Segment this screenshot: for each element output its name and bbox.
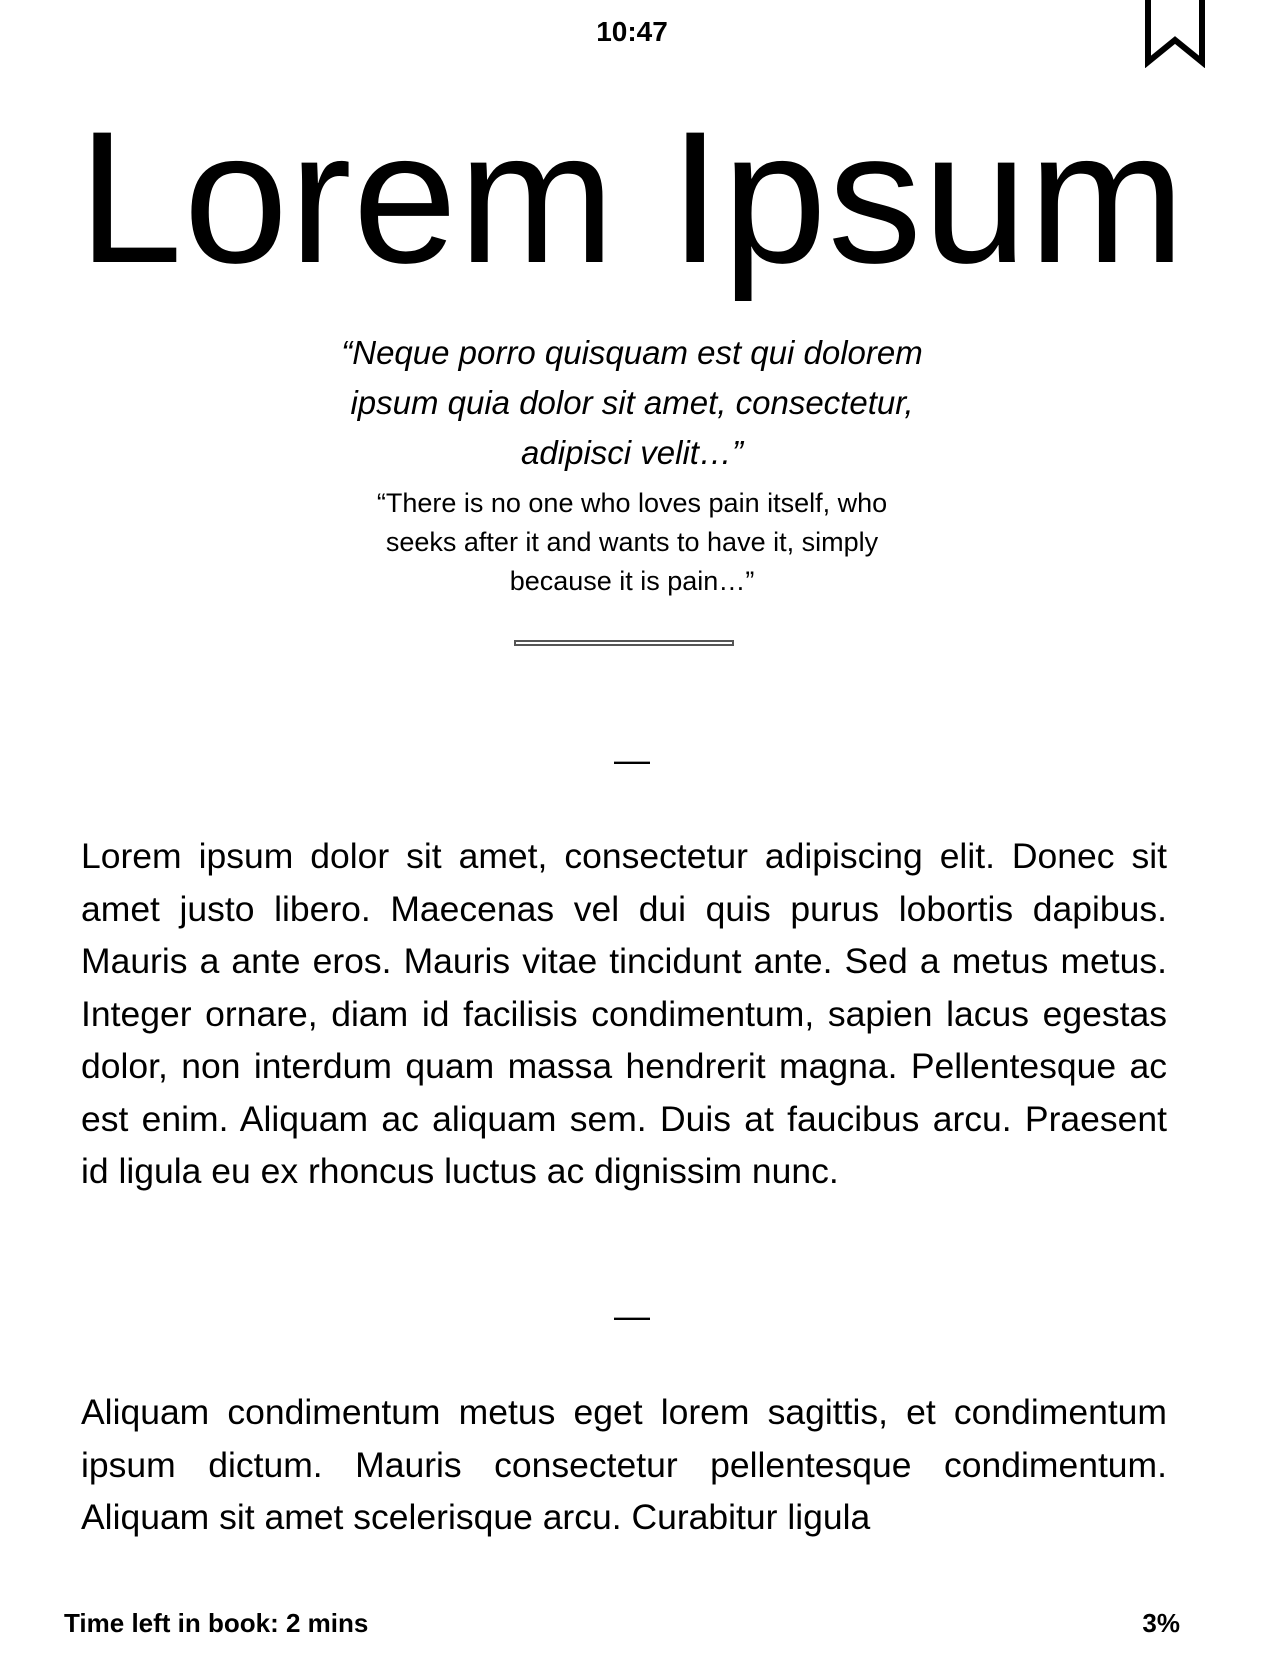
ornament-divider xyxy=(514,640,734,646)
epigraph xyxy=(0,328,1264,601)
clock: 10:47 xyxy=(596,16,668,47)
chapter-title: Lorem Ipsum xyxy=(77,92,1187,302)
epigraph-latin: “Neque porro quisquam est qui dolorem ipsum quia dolor sit amet, consectetur, adipisci velit…” xyxy=(341,334,923,471)
progress-percent: 3% xyxy=(1142,1608,1180,1638)
body-paragraph: Aliquam condimentum metus eget lorem sagittis, et condimentum ipsum dictum. Mauris consectetur pellentesque condimentum. Aliquam sit amet scelerisque arcu. Curabitur ligula xyxy=(81,1392,1167,1537)
epigraph-english: “There is no one who loves pain itself, who seeks after it and wants to have it, simply because it is pain…” xyxy=(376,488,888,596)
bookmark-icon-graphic xyxy=(1142,0,1208,68)
bookmark-icon[interactable] xyxy=(1142,0,1208,68)
body-paragraph: Lorem ipsum dolor sit amet, consectetur adipiscing elit. Donec sit amet justo libero. Maecenas vel dui quis purus lobortis dapibus. Mauris a ante eros. Mauris vitae tincidunt ante. Sed a metus metus. Integer ornare, diam id facilisis condimentum, sapien lacus egestas dolor, non interdum quam massa hendrerit magna. Pellentesque ac est enim. Aliquam ac aliquam sem. Duis at faucibus arcu. Praesent id ligula eu ex rhoncus luctus ac dignissim nunc. xyxy=(81,836,1167,1191)
scene-break: — xyxy=(614,1295,650,1336)
scene-break: — xyxy=(614,739,650,780)
time-left-indicator[interactable]: Time left in book: 2 mins xyxy=(64,1608,369,1638)
